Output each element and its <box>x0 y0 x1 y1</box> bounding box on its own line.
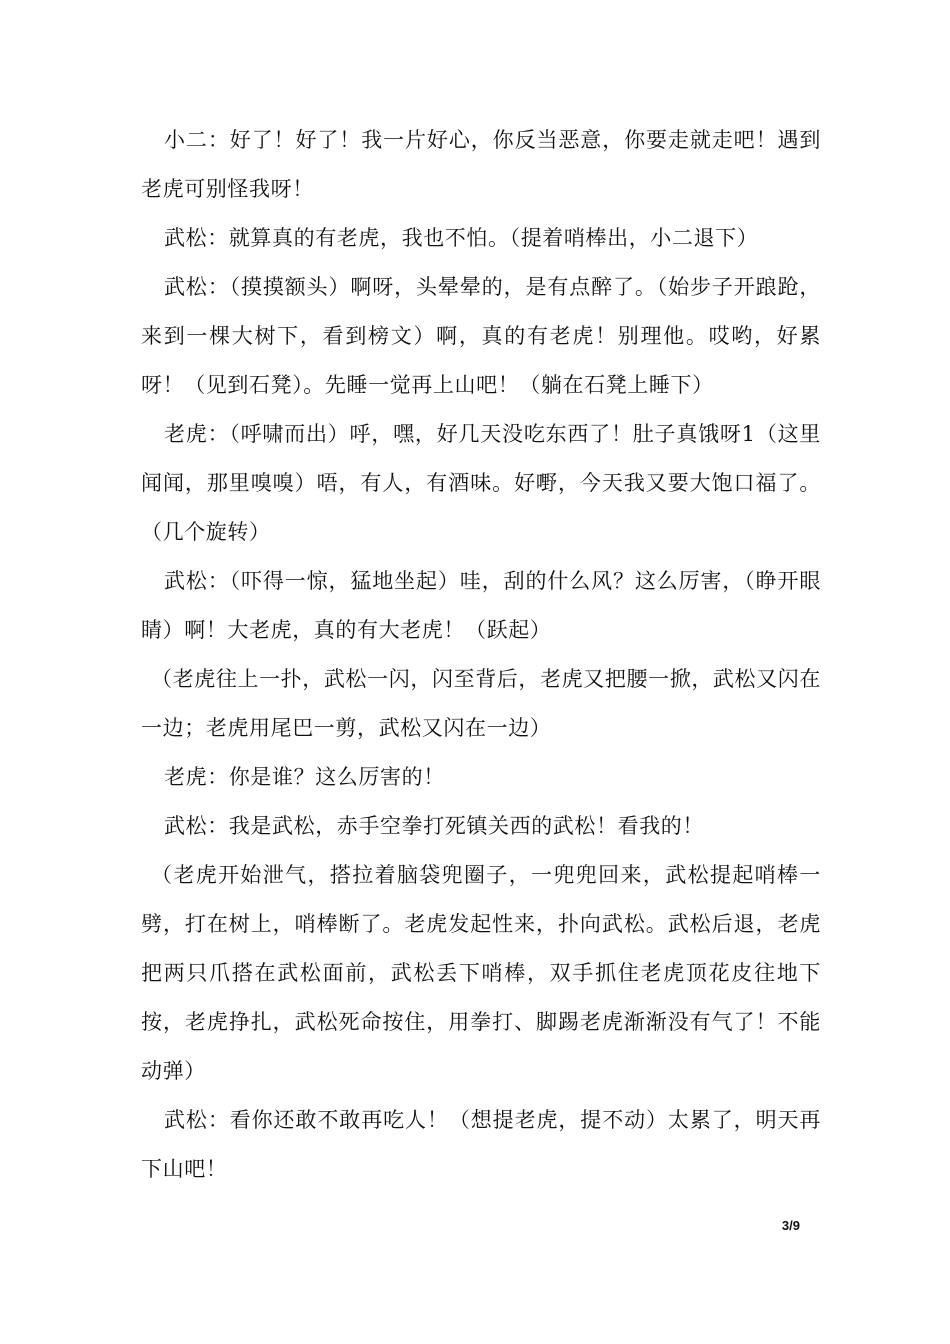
paragraph-10: 武松：看你还敢不敢再吃人！（想提老虎，提不动）太累了，明天再下山吧！ <box>141 1108 821 1181</box>
paragraph-1: 小二：好了！好了！我一片好心，你反当恶意，你要走就走吧！遇到老虎可别怪我呀！ <box>141 128 821 201</box>
paragraph-4: 老虎：（呼啸而出）呼，嘿，好几天没吃东西了！肚子真饿呀1（这里闻闻，那里嗅嗅）唔，有人，有酒味。好嘢，今天我又要大饱口福了。（几个旋转） <box>141 422 821 544</box>
paragraph-7: 老虎：你是谁？这么厉害的！ <box>164 765 445 789</box>
paragraph-3: 武松：（摸摸额头）啊呀，头晕晕的，是有点醉了。（始步子开踉跄，来到一棵大树下，看到榜文）啊，真的有老虎！别理他。哎哟，好累呀！（见到石凳）。先睡一觉再上山吧！（躺在石凳上睡下） <box>141 275 821 397</box>
paragraph-9-stage-direction: （老虎开始泄气，搭拉着脑袋兜圈子，一兜兜回来，武松提起哨棒一劈，打在树上，哨棒断了。老虎发起性来，扑向武松。武松后退，老虎把两只爪搭在武松面前，武松丢下哨棒，双手抓住老虎顶花皮往地下按，老虎挣扎，武松死命按住，用拳打、脚踢老虎渐渐没有气了！不能动弹） <box>141 863 821 1083</box>
paragraph-6-stage-direction: （老虎往上一扑，武松一闪，闪至背后，老虎又把腰一掀，武松又闪在一边；老虎用尾巴一剪，武松又闪在一边） <box>141 667 821 740</box>
paragraph-2: 武松：就算真的有老虎，我也不怕。（提着哨棒出，小二退下） <box>164 226 759 250</box>
page-number: 3/9 <box>781 1218 800 1233</box>
script-text <box>141 116 821 1194</box>
paragraph-5: 武松：（吓得一惊，猛地坐起）哇，刮的什么风？这么厉害，（睁开眼睛）啊！大老虎，真的有大老虎！（跃起） <box>141 569 821 642</box>
paragraph-8: 武松：我是武松，赤手空拳打死镇关西的武松！看我的！ <box>164 814 704 838</box>
